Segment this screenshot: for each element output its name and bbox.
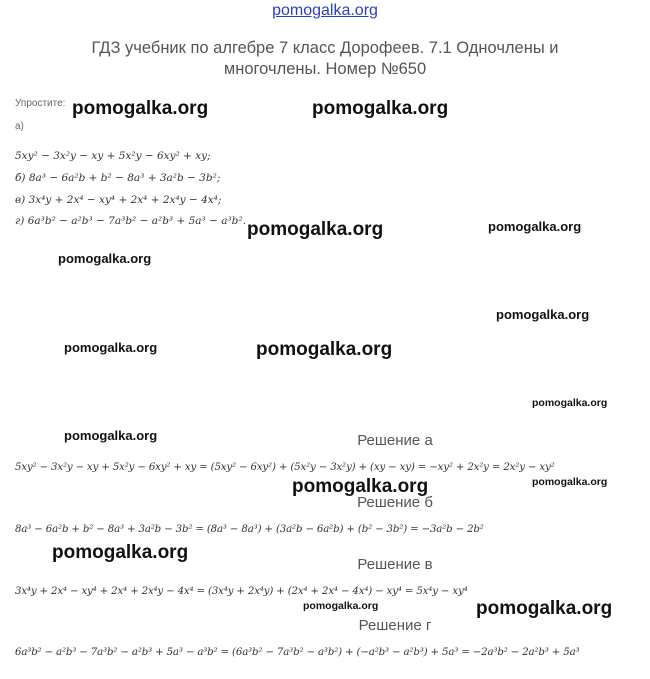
solution-heading-g: Решение г <box>358 617 432 634</box>
solution-expression-a: 5xy² − 3x²y − xy + 5x²y − 6xy² + xy = (5xy² − 6xy²) + (5x²y − 3x²y) + (xy − xy) = −xy² + 2x²y = 2x²y − xy² <box>15 462 555 473</box>
watermark: pomogalka.org <box>64 340 158 355</box>
task-expression-a: 5xy² − 3x²y − xy + 5x²y − 6xy² + xy; <box>15 150 211 162</box>
page-title-line-2: многочлены. Номер №650 <box>223 60 427 78</box>
watermark: pomogalka.org <box>64 428 158 443</box>
page-title <box>0 38 650 80</box>
watermark: pomogalka.org <box>476 598 613 619</box>
watermark: pomogalka.org <box>532 397 608 409</box>
watermark: pomogalka.org <box>52 542 189 563</box>
solution-expression-b: 8a³ − 6a²b + b² − 8a³ + 3a²b − 3b² = (8a³ − 8a³) + (3a²b − 6a²b) + (b² − 3b²) = −3a²b − 2b² <box>15 524 484 535</box>
task-expression-b: б) 8a³ − 6a²b + b² − 8a³ + 3a²b − 3b²; <box>15 172 221 184</box>
watermark: pomogalka.org <box>292 476 429 497</box>
watermark: pomogalka.org <box>256 339 393 360</box>
watermark: pomogalka.org <box>488 219 582 234</box>
task-expression-g: г) 6a³b² − a²b³ − 7a³b² − a²b³ + 5a³ − a³b². <box>15 215 246 227</box>
site-link[interactable]: pomogalka.org <box>272 2 378 19</box>
task-label-a: а) <box>15 121 24 132</box>
solution-heading-a: Решение а <box>357 432 433 449</box>
solution-expression-v: 3x⁴y + 2x⁴ − xy⁴ + 2x⁴ + 2x⁴y − 4x⁴ = (3x⁴y + 2x⁴y) + (2x⁴ + 2x⁴ − 4x⁴) − xy⁴ = 5x⁴y − xy⁴ <box>15 586 468 597</box>
solution-heading-b: Решение б <box>357 494 433 511</box>
watermark: pomogalka.org <box>58 251 152 266</box>
solution-heading-v: Решение в <box>357 556 433 573</box>
watermark: pomogalka.org <box>247 219 384 240</box>
page-title-line-1: ГДЗ учебник по алгебре 7 класс Дорофеев. 7.1 Одночлены и <box>91 39 559 57</box>
watermark: pomogalka.org <box>72 98 209 119</box>
watermark: pomogalka.org <box>303 600 379 612</box>
watermark: pomogalka.org <box>532 476 608 488</box>
solution-expression-g: 6a³b² − a²b³ − 7a³b² − a²b³ + 5a³ − a³b² = (6a³b² − 7a³b² − a³b²) + (−a²b³ − a²b³) + 5a³ = −2a³b² − 2a²b³ + 5a³ <box>15 647 580 658</box>
task-prompt: Упростите: <box>15 98 66 109</box>
watermark: pomogalka.org <box>312 98 449 119</box>
watermark: pomogalka.org <box>496 307 590 322</box>
task-expression-v: в) 3x⁴y + 2x⁴ − xy⁴ + 2x⁴ + 2x⁴y − 4x⁴; <box>15 194 222 206</box>
